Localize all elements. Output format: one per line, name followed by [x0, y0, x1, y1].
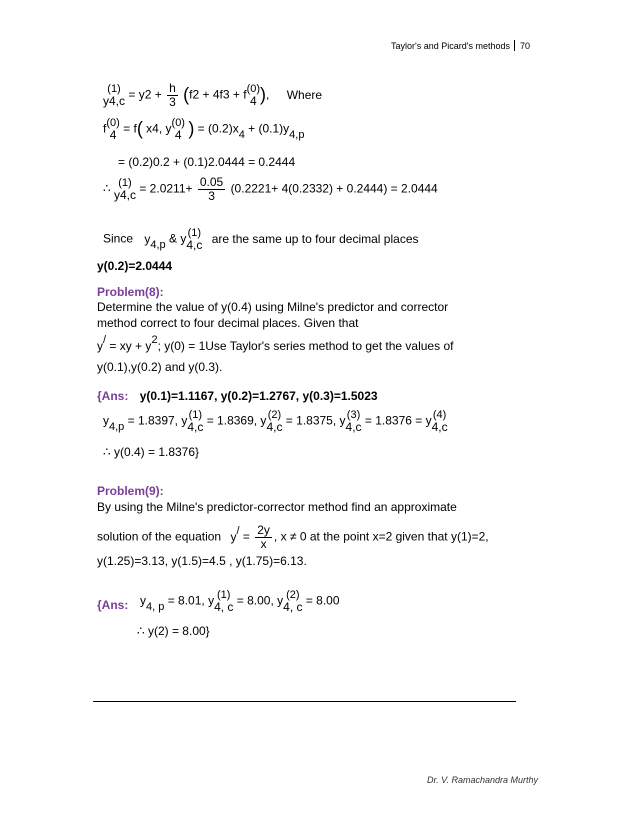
equation-f4: f (0) 4 = f( x4, y (0) 4 ) = (0.2)x4 + (0.1)y4,p [103, 117, 305, 142]
page-header [391, 40, 530, 51]
equation-y4c: ∴ (1) y4,c = 2.0211+ $\frac{0.05}{3}$ (0.2221+ 4(0.2332) + 0.2444) = 2.0444 [103, 175, 438, 203]
page-footer: Dr. V. Ramachandra Murthy [427, 775, 539, 785]
equation-corrector: (1) y4,c = y2 + $\frac{h}{3}$ (f2 + 4f3 + f (0) 4 ), Where [103, 81, 323, 109]
problem8-line2: method correct to four decimal places. Given that [97, 316, 359, 330]
result-y02: y(0.2)=2.0444 [97, 259, 173, 273]
header-separator [514, 40, 515, 51]
problem8-heading: Problem(8): [97, 285, 164, 299]
problem9-line3: y(1.25)=3.13, y(1.5)=4.5 , y(1.75)=6.13. [97, 554, 307, 568]
problem8-line3: y/ = xy + y2; y(0) = 1Use Taylor's series method to get the values of [97, 334, 454, 353]
problem8-iterations: y4,p = 1.8397, y (1) 4,c = 1.8369, y (2) 4,c = 1.8375, y (3) 4,c = 1.8376 = y (4) 4,c [103, 409, 448, 434]
problem9-heading: Problem(9): [97, 484, 164, 498]
equation-f4-value: = (0.2)0.2 + (0.1)2.0444 = 0.2444 [118, 155, 296, 169]
problem9-line1: By using the Milne's predictor-corrector method find an approximate [97, 500, 457, 514]
problem9-answer-label: {Ans: [97, 598, 129, 612]
problem9-iterations: y4, p = 8.01, y (1) 4, c = 8.00, y (2) 4, c = 8.00 [140, 589, 340, 614]
problem9-line2: solution of the equation y/ = $\frac{2y}{x}$ , x ≠ 0 at the point x=2 given that y(1)=2, [97, 523, 489, 551]
page-number: 70 [520, 41, 531, 51]
footnote-rule [93, 701, 516, 702]
problem8-final: ∴ y(0.4) = 1.8376} [103, 445, 200, 459]
problem8-answer: {Ans: y(0.1)=1.1167, y(0.2)=1.2767, y(0.3)=1.5023 [97, 389, 378, 403]
where-label: Where [286, 87, 323, 102]
problem8-line1: Determine the value of y(0.4) using Milne's predictor and corrector [97, 300, 449, 314]
since-statement: Since y4,p & y (1) 4,c are the same up to four decimal places [103, 227, 419, 252]
header-title: Taylor's and Picard's methods [391, 41, 510, 51]
problem9-final: ∴ y(2) = 8.00} [137, 624, 210, 638]
problem8-line4: y(0.1),y(0.2) and y(0.3). [97, 360, 223, 374]
